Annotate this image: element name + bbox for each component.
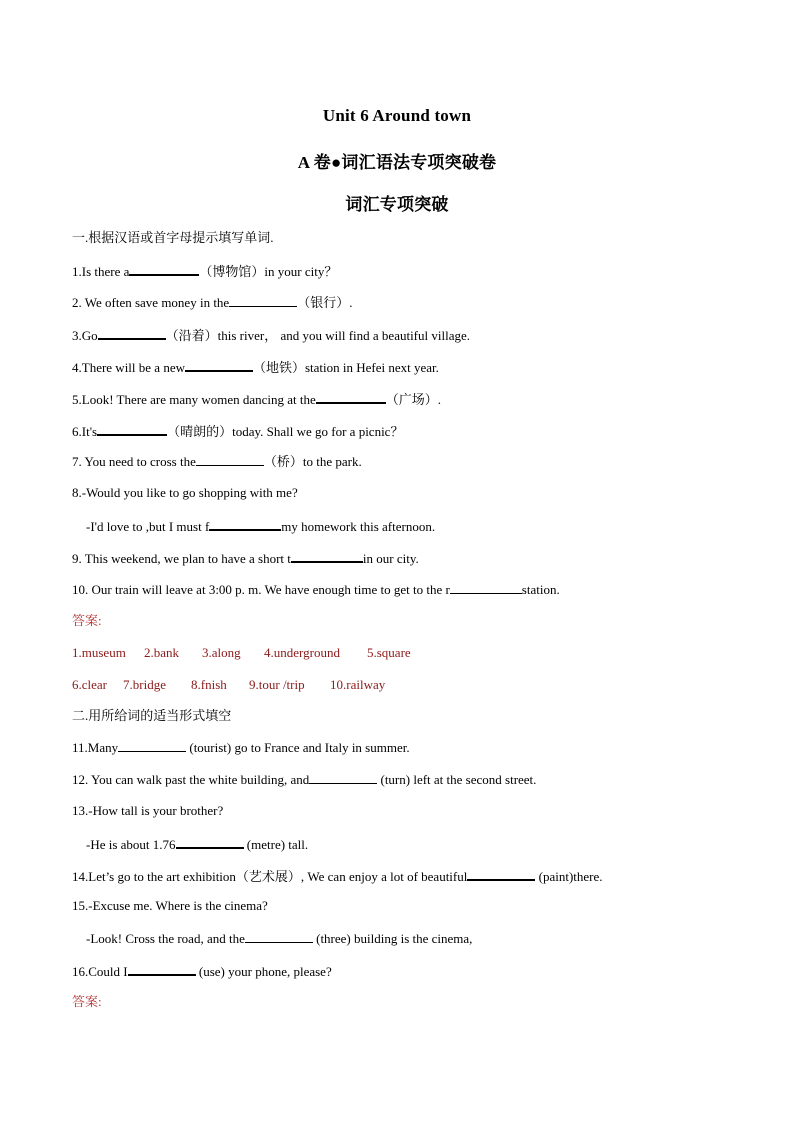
- answer-blank[interactable]: [118, 739, 186, 752]
- question-11: 11.Many (tourist) go to France and Italy in summer.: [72, 740, 410, 755]
- question-12: 12. You can walk past the white building, and (turn) left at the second street.: [72, 772, 537, 787]
- question-15-response: -Look! Cross the road, and the (three) building is the cinema,: [86, 931, 473, 946]
- answer-item: 1.museum: [72, 645, 126, 660]
- answer-item: 10.railway: [330, 677, 386, 692]
- answer-item: 6.clear: [72, 677, 108, 692]
- answer-item: 8.fnish: [191, 677, 227, 692]
- answer-blank[interactable]: [196, 453, 264, 466]
- answer-label: 答案:: [72, 994, 102, 1009]
- answer-blank[interactable]: [309, 771, 377, 784]
- question-8-response: -I'd love to ,but I must f my homework this afternoon.: [86, 519, 436, 534]
- section-title: 词汇专项突破: [345, 195, 449, 214]
- question-4: 4.There will be a new （地铁）station in Hefei next year.: [72, 360, 439, 375]
- part1-instruction: 一.根据汉语或首字母提示填写单词.: [72, 230, 274, 245]
- answer-blank[interactable]: [316, 390, 386, 404]
- question-5: 5.Look! There are many women dancing at the （广场）.: [72, 392, 442, 407]
- answer-item: 4.underground: [264, 645, 340, 660]
- answer-blank[interactable]: [97, 422, 167, 436]
- answer-blank[interactable]: [229, 294, 297, 307]
- answer-item: 7.bridge: [123, 677, 166, 692]
- answer-blank[interactable]: [467, 867, 535, 881]
- paper-title: A 卷●词汇语法专项突破卷: [297, 153, 497, 172]
- answer-label: 答案:: [72, 613, 102, 628]
- answer-item: 3.along: [202, 645, 241, 660]
- answer-blank[interactable]: [98, 326, 166, 340]
- answer-item: 9.tour /trip: [249, 677, 305, 692]
- answer-item: 5.square: [367, 645, 411, 660]
- question-9: 9. This weekend, we plan to have a short t in our city.: [72, 551, 419, 566]
- answers-row-2: [72, 677, 385, 693]
- question-7: 7. You need to cross the （桥）to the park.: [72, 454, 362, 469]
- answer-blank[interactable]: [245, 930, 313, 943]
- question-1: 1.Is there a （博物馆）in your city？: [72, 264, 338, 279]
- answer-blank[interactable]: [128, 962, 196, 976]
- question-13-response: -He is about 1.76 (metre) tall.: [86, 837, 309, 852]
- answer-blank[interactable]: [129, 262, 199, 276]
- answer-blank[interactable]: [185, 358, 253, 372]
- part2-instruction: 二.用所给词的适当形式填空: [72, 708, 232, 723]
- unit-title: Unit 6 Around town: [322, 106, 472, 125]
- answers-row-1: [72, 645, 411, 661]
- question-10: 10. Our train will leave at 3:00 p. m. We have enough time to get to the r station.: [72, 582, 560, 597]
- question-14: 14.Let’s go to the art exhibition（艺术展）, We can enjoy a lot of beautiful (paint)there.: [72, 869, 603, 884]
- answer-blank[interactable]: [209, 517, 281, 531]
- question-16: 16.Could I (use) your phone, please?: [72, 964, 332, 979]
- question-6: 6.It's （晴朗的）today. Shall we go for a picnic？: [72, 424, 404, 439]
- answer-blank[interactable]: [176, 835, 244, 849]
- question-8-prompt: 8.-Would you like to go shopping with me?: [72, 485, 298, 500]
- question-3: 3.Go （沿着）this river， and you will find a beautiful village.: [72, 328, 470, 343]
- answer-item: 2.bank: [144, 645, 180, 660]
- question-15-prompt: 15.-Excuse me. Where is the cinema?: [72, 898, 268, 913]
- answer-blank[interactable]: [450, 581, 522, 594]
- question-13-prompt: 13.-How tall is your brother?: [72, 803, 224, 818]
- question-2: 2. We often save money in the （银行）.: [72, 295, 353, 310]
- answer-blank[interactable]: [291, 549, 363, 563]
